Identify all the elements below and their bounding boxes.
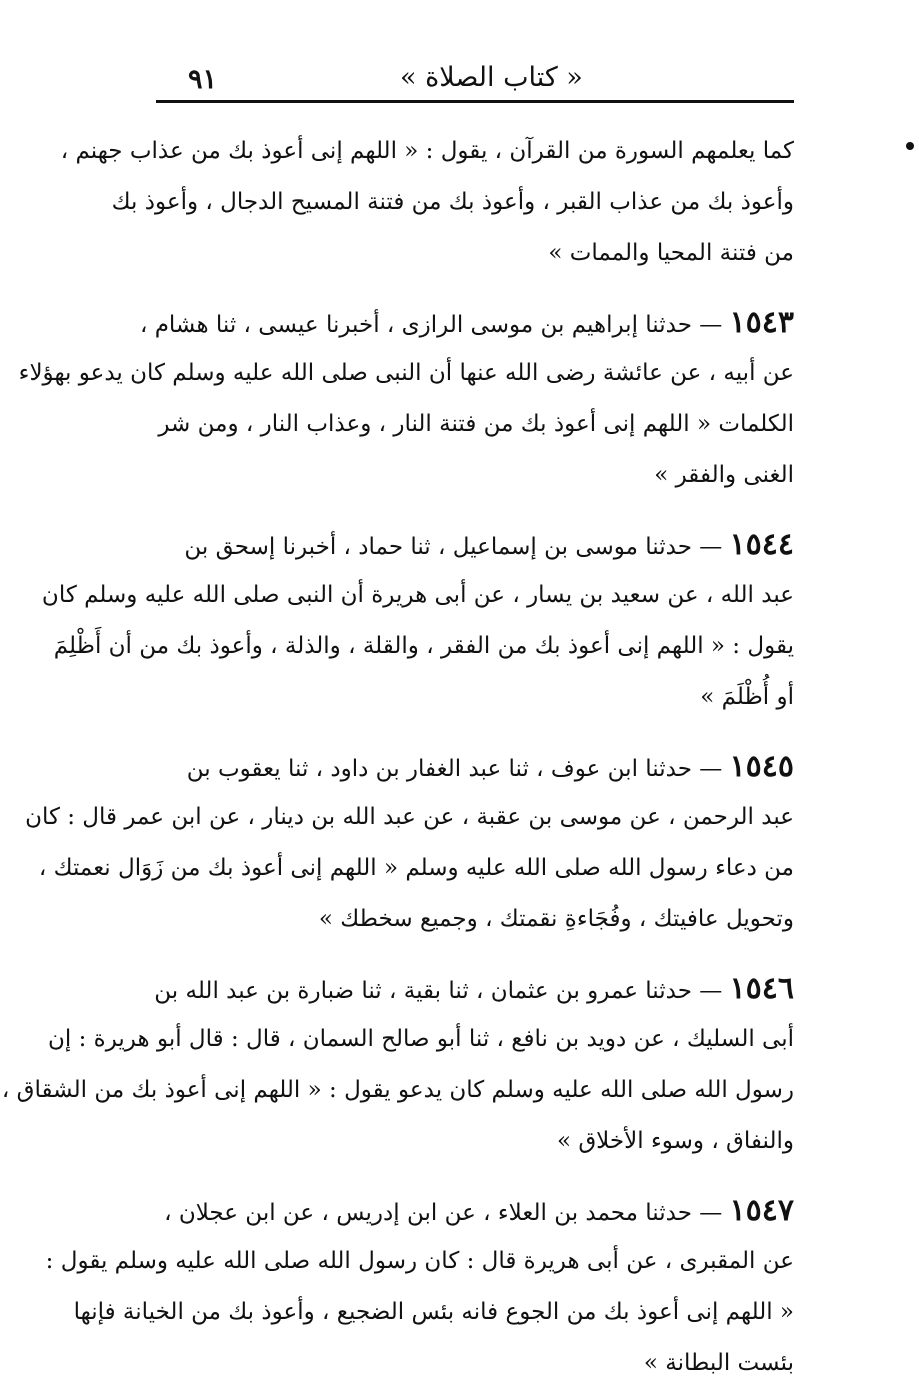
text-line: رسول الله صلى الله عليه وسلم كان يدعو يقول : « اللهم إنى أعوذ بك من الشقاق ، bbox=[1, 1077, 794, 1103]
hadith-paragraph bbox=[45, 1185, 794, 1389]
text-line: وتحويل عافيتك ، وفُجَاءةِ نقمتك ، وجميع سخطك » bbox=[318, 906, 794, 932]
text-line bbox=[139, 297, 794, 348]
text-line bbox=[158, 519, 794, 570]
text-run: — حدثنا موسى بن إسماعيل ، ثنا حماد ، أخبرنا إسحق بن bbox=[184, 534, 730, 560]
hadith-paragraph bbox=[18, 297, 794, 501]
hadith-number: ١٥٤٧ bbox=[729, 1193, 794, 1228]
text-line: كما يعلمهم السورة من القرآن ، يقول : « اللهم إنى أعوذ بك من عذاب جهنم ، bbox=[60, 138, 794, 164]
page-body bbox=[1, 126, 794, 1389]
running-title: « كتاب الصلاة » bbox=[400, 62, 583, 93]
header-rule bbox=[156, 100, 794, 103]
text-line bbox=[154, 963, 794, 1014]
margin-mark bbox=[906, 142, 914, 150]
text-run: — حدثنا إبراهيم بن موسى الرازى ، أخبرنا عيسى ، ثنا هشام ، bbox=[139, 312, 730, 338]
text-line: يقول : « اللهم إنى أعوذ بك من الفقر ، والقلة ، والذلة ، وأعوذ بك من أن أَظْلِمَ bbox=[53, 633, 794, 659]
text-line: وأعوذ بك من عذاب القبر ، وأعوذ بك من فتنة المسيح الدجال ، وأعوذ بك bbox=[111, 189, 794, 215]
hadith-number: ١٥٤٦ bbox=[729, 971, 794, 1006]
text-line: أبى السليك ، عن دويد بن نافع ، ثنا أبو صالح السمان ، قال : قال أبو هريرة : إن bbox=[48, 1026, 794, 1052]
text-line: من فتنة المحيا والممات » bbox=[548, 240, 794, 266]
text-line bbox=[158, 741, 794, 792]
text-line: بئست البطانة » bbox=[643, 1350, 794, 1376]
hadith-paragraph bbox=[1, 963, 794, 1167]
text-run: — حدثنا محمد بن العلاء ، عن ابن إدريس ، عن ابن عجلان ، bbox=[164, 1200, 730, 1226]
hadith-number: ١٥٤٥ bbox=[729, 749, 794, 784]
text-line: والنفاق ، وسوء الأخلاق » bbox=[556, 1128, 794, 1154]
text-line: أو أُظْلَمَ » bbox=[700, 684, 794, 710]
text-line: عبد الرحمن ، عن موسى بن عقبة ، عن عبد الله بن دينار ، عن ابن عمر قال : كان bbox=[25, 804, 794, 830]
text-line: من دعاء رسول الله صلى الله عليه وسلم « اللهم إنى أعوذ بك من زَوَال نعمتك ، bbox=[38, 855, 794, 881]
text-line: الغنى والفقر » bbox=[654, 462, 794, 488]
text-run: — حدثنا عمرو بن عثمان ، ثنا بقية ، ثنا ضبارة بن عبد الله بن bbox=[154, 978, 730, 1004]
page-number: ٩١ bbox=[188, 64, 218, 95]
hadith-paragraph bbox=[25, 741, 794, 945]
paragraph bbox=[60, 126, 794, 279]
hadith-number: ١٥٤٣ bbox=[729, 305, 794, 340]
text-line: عبد الله ، عن سعيد بن يسار ، عن أبى هريرة أن النبى صلى الله عليه وسلم كان bbox=[41, 582, 794, 608]
hadith-paragraph bbox=[41, 519, 794, 723]
text-line: « اللهم إنى أعوذ بك من الجوع فانه بئس الضجيع ، وأعوذ بك من الخيانة فإنها bbox=[73, 1299, 794, 1325]
hadith-number: ١٥٤٤ bbox=[729, 527, 794, 562]
text-run: — حدثنا ابن عوف ، ثنا عبد الغفار بن داود ، ثنا يعقوب بن bbox=[186, 756, 730, 782]
text-line: عن أبيه ، عن عائشة رضى الله عنها أن النبى صلى الله عليه وسلم كان يدعو بهؤلاء bbox=[18, 360, 794, 386]
text-line: الكلمات « اللهم إنى أعوذ بك من فتنة النار ، وعذاب النار ، ومن شر bbox=[158, 411, 794, 437]
text-line bbox=[158, 1185, 794, 1236]
page-header bbox=[158, 58, 794, 102]
text-line: عن المقبرى ، عن أبى هريرة قال : كان رسول الله صلى الله عليه وسلم يقول : bbox=[45, 1248, 794, 1274]
